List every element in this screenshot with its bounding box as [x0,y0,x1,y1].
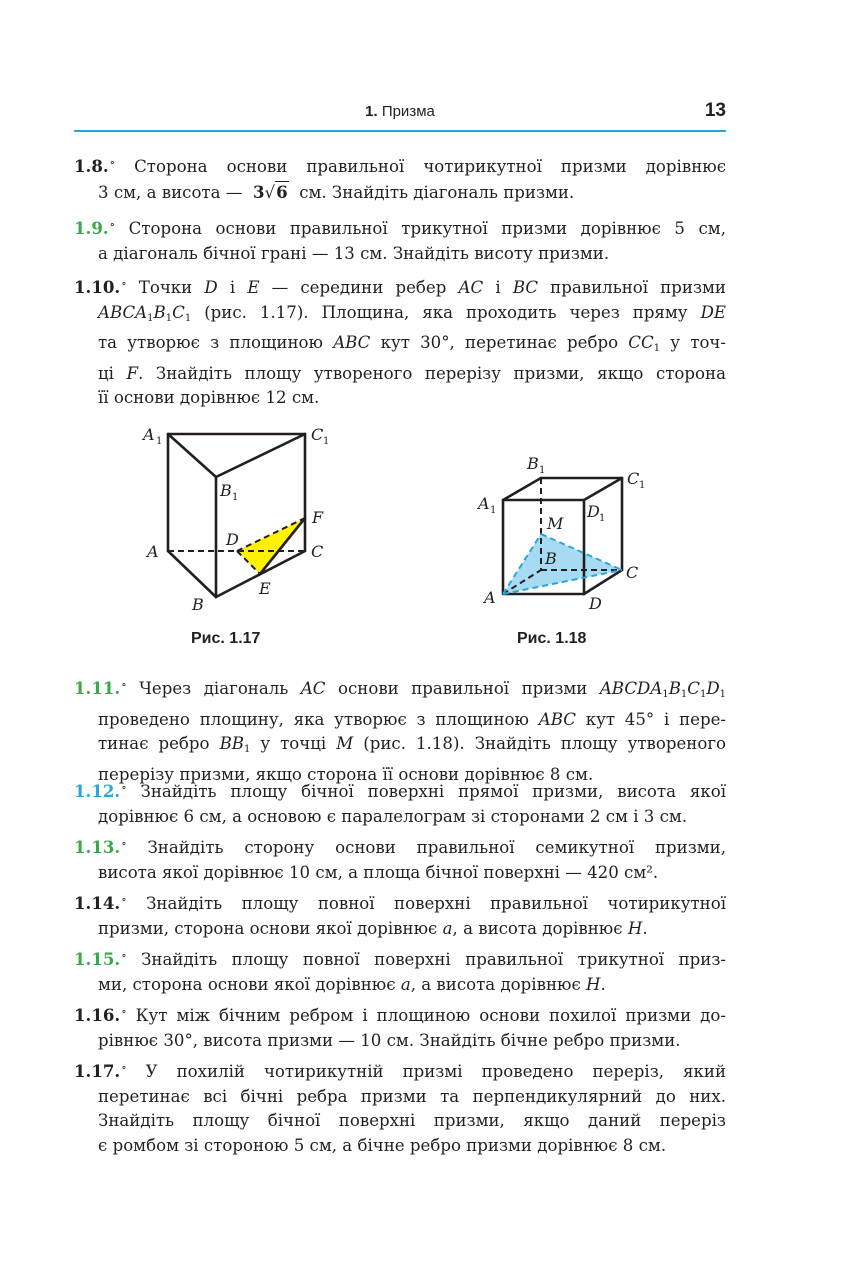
label-A1: A [143,425,155,444]
label-A: A [484,588,496,607]
problem-text: висота якої дорівнює 10 см, а площа бічної поверхні — 420 см². [98,862,659,882]
problem-text: проведено площину, яка утворює з площиною [98,709,529,729]
problem-1-15 [74,944,726,997]
caption-fig-1-17: Рис. 1.17 [191,630,261,647]
label-subscript: 1 [539,465,546,476]
math-variable: M [336,734,354,753]
problem-text: Сторона основи правильної чотирикутної призми дорівнює [134,157,726,176]
label-D1: D [587,502,600,521]
difficulty-mark: ∘ [121,1005,127,1018]
problem-1-14 [74,888,726,941]
problem-text: і [229,278,236,297]
problem-text: кут 45° і пере- [585,709,727,729]
figure-1-18 [475,450,655,620]
problem-text: у точ- [670,333,727,352]
problem-text: 3 см, а висота — [98,182,243,202]
subscript: 1 [680,689,688,700]
problem-text: Через діагональ [139,679,289,698]
label-subscript: 1 [156,436,163,447]
difficulty-mark: ∘ [121,678,127,691]
label-D: D [589,594,602,613]
problem-1-10 [74,272,726,411]
problem-text: тинає ребро [98,734,210,753]
label-B: B [545,549,557,568]
problem-text [74,832,726,861]
problem-text: Знайдіть площу бічної поверхні призми, якщо даний переріз [98,1111,726,1130]
problem-text: перетинає всі бічні ребра призми та перпендикулярний до них. [98,1086,726,1106]
math-variable: D [204,278,218,297]
problem-text: , а висота дорівнює [452,918,623,938]
problem-text: Знайдіть площу бічної поверхні прямої призми, висота якої [140,782,727,801]
math-variable: BC [512,278,539,297]
problem-text: та утворює з площиною [98,333,323,352]
label-subscript: 1 [599,513,606,524]
problem-number: 1.17. [74,1061,121,1081]
problem-1-12 [74,776,726,829]
problem-text [74,151,726,180]
subscript: 1 [662,689,669,700]
problem-number: 1.8. [74,156,109,176]
label-C1: C [311,425,324,444]
problem-text: см. Знайдіть діагональ призми. [299,182,575,202]
problem-text: , а висота дорівнює [410,974,581,994]
problem-1-11 [74,673,726,787]
problem-text [74,776,726,805]
difficulty-mark: ∘ [121,837,127,850]
problem-text: основи правильної призми [338,679,588,698]
problem-text [74,301,726,332]
math-variable: ABCDA [599,679,663,698]
problem-text: 3 [252,181,265,202]
problem-text [74,944,726,973]
label-subscript: 1 [323,436,330,447]
problem-text [74,362,726,387]
label-A: A [147,542,159,561]
problem-text: . [600,974,606,994]
math-variable: ABC [538,709,576,729]
problem-text: ці [98,363,114,383]
problem-text: Знайдіть площу повної поверхні правильної чотирикутної [146,894,726,913]
problem-text [74,673,726,708]
math-variable: H [586,974,601,994]
math-variable: AC [458,278,484,297]
problem-number: 1.16. [74,1005,121,1025]
problem-1-17 [74,1056,726,1158]
math-variable: BB [219,734,244,753]
label-subscript: 1 [232,492,239,503]
problem-text: . Знайдіть площу утвореного перерізу призми, якщо сторона [138,363,726,383]
problem-text: у точці [260,734,327,753]
problem-text: Кут між бічним ребром і площиною основи похилої призми до- [135,1006,727,1025]
label-subscript: 1 [639,480,646,491]
subscript: 1 [653,343,661,354]
problem-text: дорівнює 6 см, а основою є паралелограм зі сторонами 2 см і 3 см. [98,806,688,826]
difficulty-mark: ∘ [109,156,116,169]
subscript: 1 [719,689,727,700]
subscript: 1 [147,312,154,324]
problem-text: а діагональ бічної грані — 13 см. Знайдіть висоту призми. [98,243,610,263]
problem-text: ми, сторона основи якої дорівнює [98,974,396,994]
problem-text [74,917,726,942]
problem-text: 6 [276,181,288,202]
difficulty-mark: ∘ [121,1061,127,1074]
page-number: 13 [704,100,726,121]
math-variable: a [400,974,411,994]
label-subscript: 1 [490,505,497,516]
problem-text [74,732,726,763]
label-A1: A [478,494,490,513]
label-B: B [192,595,204,614]
problem-text: і [495,278,501,297]
difficulty-mark: ∘ [121,949,127,962]
math-variable: E [247,278,260,297]
problem-text [74,1000,726,1029]
subscript: 1 [184,312,192,324]
problem-text: У похилій чотирикутній призмі проведено переріз, який [145,1062,726,1081]
problem-1-8 [74,151,726,205]
problem-text: Призма [381,103,435,120]
problem-text: — середини ребер [271,278,447,297]
problem-text: (рис. 1.17). Площина, яка проходить через пряму [204,302,688,322]
label-E: E [259,579,271,598]
math-variable: D [706,679,720,698]
problem-text: Сторона основи правильної трикутної призми дорівнює 5 см, [128,219,726,238]
math-variable: C [172,302,185,322]
page-header [74,98,726,132]
figure-1-17 [130,415,350,620]
label-B1: B [527,454,539,473]
problem-text: (рис. 1.18). Знайдіть площу утвореного [363,734,727,753]
label-D: D [226,530,239,549]
label-B1: B [220,481,232,500]
math-variable: H [627,918,643,938]
label-C: C [626,563,639,582]
problem-1-16 [74,1000,726,1053]
problem-text: рівнює 30°, висота призми — 10 см. Знайдіть бічне ребро призми. [98,1030,681,1050]
problem-text: Знайдіть площу повної поверхні правильної трикутної приз- [141,950,726,969]
problem-number: 1.14. [74,893,121,913]
problem-text: Точки [138,278,193,297]
problem-text: є ромбом зі стороною 5 см, а бічне ребро призми дорівнює 8 см. [98,1135,667,1155]
problem-number: 1.9. [74,218,109,238]
problem-text [74,708,726,733]
math-variable: ABC [333,333,371,352]
math-variable: B [668,679,681,698]
math-variable: F [126,363,139,383]
problem-text [74,272,726,301]
problem-text: її основи дорівнює 12 см. [98,388,320,407]
subscript: 1 [243,744,251,755]
problem-text: Знайдіть сторону основи правильної семикутної призми, [147,838,726,857]
subscript: 1 [165,312,173,324]
math-variable: AC [300,679,326,698]
problem-1-13 [74,832,726,885]
problem-text [74,973,726,998]
problem-number: 1.13. [74,837,121,857]
problem-text [74,1056,726,1085]
problem-text [74,213,726,242]
problem-text: призми, сторона основи якої дорівнює [98,918,438,938]
difficulty-mark: ∘ [121,277,127,290]
label-C: C [311,542,324,561]
problem-text: правильної призми [550,278,726,297]
subscript: 1 [699,689,707,700]
problem-text: 1. [365,103,378,120]
chapter-title [74,103,726,120]
problem-text: перерізу призми, якщо сторона її основи дорівнює 8 см. [98,764,594,784]
problem-text: кут 30°, перетинає ребро [380,333,619,352]
math-variable: ABCA [98,302,148,322]
problem-1-9 [74,213,726,266]
label-M: M [547,514,564,533]
math-variable: DE [700,302,726,322]
problem-text: . [642,918,648,938]
math-variable: B [153,302,166,322]
problem-number: 1.10. [74,277,121,297]
problem-number: 1.11. [74,678,121,698]
caption-fig-1-18: Рис. 1.18 [517,630,587,647]
label-C1: C [627,469,640,488]
difficulty-mark: ∘ [121,781,127,794]
problem-text [74,331,726,362]
problem-number: 1.12. [74,781,121,801]
difficulty-mark: ∘ [109,218,116,231]
difficulty-mark: ∘ [121,893,127,906]
math-variable: CC [628,333,654,352]
math-variable: C [687,679,700,698]
label-F: F [312,508,324,527]
problem-text: 3 см, а висота — 3√6 см. Знайдіть діагональ призми. [98,181,575,202]
math-variable: a [442,918,453,938]
problem-text [74,888,726,917]
problem-number: 1.15. [74,949,121,969]
